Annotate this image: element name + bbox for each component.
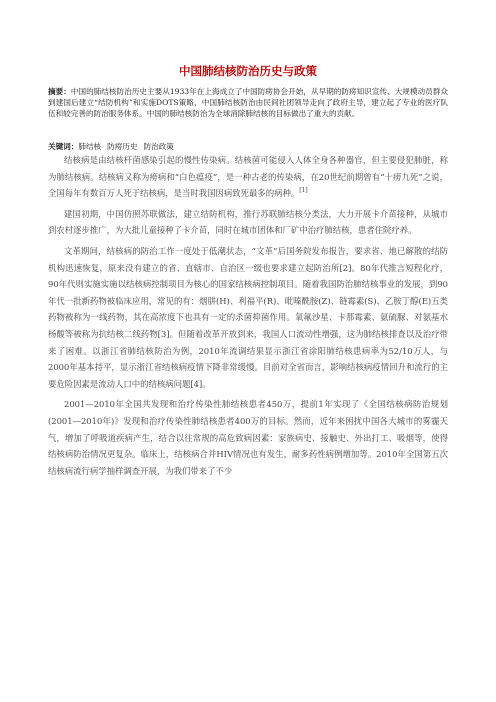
keyword: 肺结核 xyxy=(78,142,102,151)
paragraph xyxy=(48,243,448,392)
document-title: 中国肺结核防治历史与政策 xyxy=(179,64,317,78)
abstract xyxy=(48,86,448,120)
paragraph xyxy=(48,152,448,202)
paragraph-text: 结核病是由结核杆菌感染引起的慢性传染病。结核菌可能侵入人体全身各种器官，但主要侵犯肺脏，称为肺结核病。结核病又称为痨病和“白色瘟疫”，是一种古老的传染病，在20世纪前期曾有“十痨九死”之说，全国每年有数百万人死于结核病，是当时我国因病致死最多的病种。 xyxy=(48,155,448,199)
keyword: 防痨历史 xyxy=(107,142,138,151)
abstract-text: 中国的肺结核防治历史主要从1933年在上海成立了中国防痨协会开始，从早期的防痨知识宣传、大规模动员群众到建国后建立“结防机构”和实施DOTS策略，中国肺结核防治由民间社团领导走向了政府主导，建立起了专业的医疗队伍和较完善的防治服务体系。中国的肺结核防治为全球消除肺结核的目标做出了重大的贡献。 xyxy=(48,87,448,119)
citation: [1] xyxy=(299,187,308,195)
paragraph xyxy=(48,396,448,479)
body-text xyxy=(48,152,448,483)
paragraph-text: 建国初期，中国仿照苏联做法，建立结防机构，推行苏联肺结核分类法，大力开展卡介苗接种，从城市到农村逐步推广，为大批儿童接种了卡介苗，同时在城市团体和厂矿中治疗肺结核，患者住院疗养。 xyxy=(48,208,448,236)
paragraph-text: 2001—2010年全国共发现和治疗传染性肺结核患者450万，提前1年实现了《全国结核病防治规划(2001—2010年)》发现和治疗传染性肺结核患者400万的目标。然而，近年来困扰中国各大城市的雾霾天气，增加了呼吸道疾病产生，结合以往常规的高危致病因素：家族病史、接触史、外出打工、吸烟等，使得结核病防治情况更复杂。临床上，结核病合并HIV情况也有发生，耐多药性病例增加等。2010年全国第五次结核病流行病学抽样调查开展，为我们带来了不少 xyxy=(48,399,448,476)
keywords-label: 关键词： xyxy=(48,142,79,151)
keyword: 防治政策 xyxy=(143,142,174,151)
abstract-label: 摘要： xyxy=(48,87,71,96)
paragraph xyxy=(48,206,448,239)
keywords xyxy=(48,141,448,152)
paragraph-text: 文革期间，结核病的防治工作一度处于低潮状态，“文革”后国务院发布报告，要求省、地已解散的结防机构迅速恢复，原来没有建立的省、直辖市、自治区一级也要求建立起防治所[2]。80年代推言短程化疗，90年代则实施实施以结核病控制项目为核心的国家结核病控制项目。随着我国防治肺结核事业的发展，到90年代一批新药物被临床应用，常见的有：烟肼(H)、利福平(R)、吡嗪酰胺(Z)、链霉素(S)、乙胺丁醇(E)五类药物被称为一线药物，其在高浓度下也具有一定的杀菌抑菌作用。氧氟沙星、卡那霉素、氨硫脲、对氨基水杨酸等被称为抗结核二线药物[3]。但随着改革开放到来，我国人口流动性增强，这为肺结核排查以及治疗带来了困难。以浙江省肺结核防治为例，2010年流调结果显示浙江省涂阳肺结核患病率为52/10万人，与2000年基本持平，显示浙江省结核病疫情下降非常缓慢。目前对全省而言，影响结核病疫情回升和流行的主要危险因素是流动人口中的结核病问题[4]。 xyxy=(48,245,448,389)
